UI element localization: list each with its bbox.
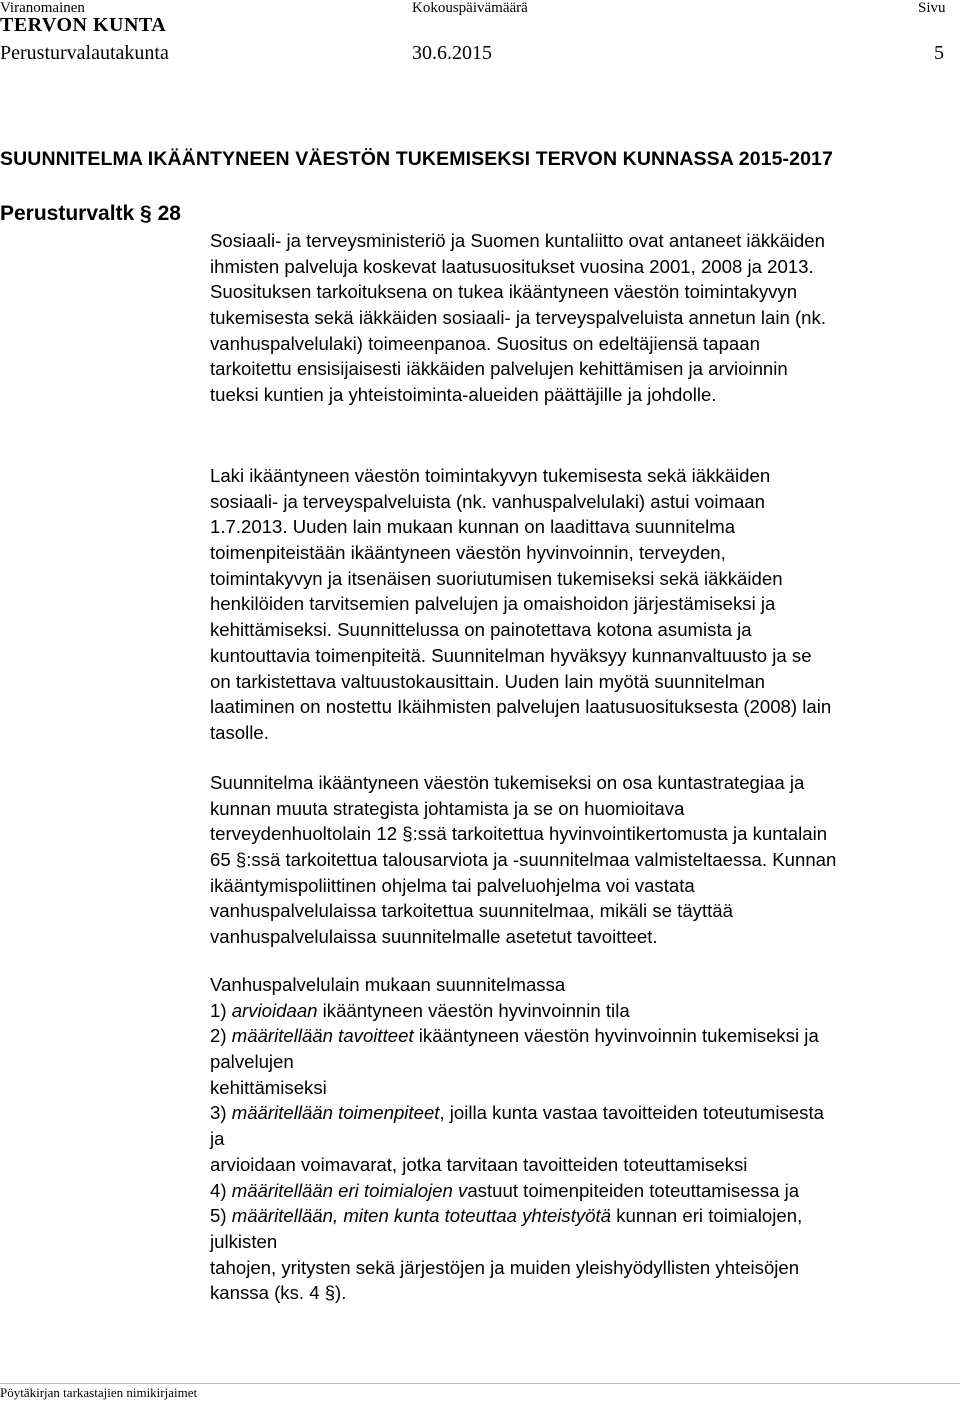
text-line: arvioidaan voimavarat, jotka tarvitaan tavoitteiden toteuttamiseksi	[210, 1153, 748, 1175]
text-line: ihmisten palveluja koskevat laatusuositukset vuosina 2001, 2008 ja 2013.	[210, 255, 814, 277]
text-line: tahojen, yritysten sekä järjestöjen ja muiden yleishyödyllisten yhteisöjen	[210, 1256, 800, 1278]
text-line: Suosituksen tarkoituksena on tukea ikääntyneen väestön toimintakyvyn	[210, 281, 798, 303]
text-line: 1.7.2013. Uuden lain mukaan kunnan on laadittava suunnitelma	[210, 516, 736, 538]
section-reference: Perusturvaltk § 28	[0, 202, 181, 225]
text-line: kehittämiseksi	[210, 1076, 327, 1098]
text-line: tarkoitettu ensisijaisesti iäkkäiden palvelujen kehittämisen ja arvioinnin	[210, 358, 788, 380]
list-intro: Vanhuspalvelulain mukaan suunnitelmassa	[210, 974, 566, 995]
list-item: 5) määritellään, miten kunta toteuttaa yhteistyötä kunnan eri toimialojen,	[210, 1205, 803, 1227]
text-line: julkisten	[210, 1230, 278, 1252]
text-line: sosiaali- ja terveyspalveluista (nk. vanhuspalvelulaki) astui voimaan	[210, 490, 765, 512]
text-line: ja	[210, 1128, 225, 1150]
text-line: vanhuspalvelulaissa suunnitelmalle asetetut tavoitteet.	[210, 926, 658, 948]
footer-initials-label: Pöytäkirjan tarkastajien nimikirjaimet	[0, 1385, 198, 1400]
text-line: vanhuspalvelulaissa tarkoitettua suunnitelmaa, mikäli se täyttää	[210, 900, 733, 922]
list-item: 2) määritellään tavoitteet ikääntyneen väestön hyvinvoinnin tukemiseksi ja	[210, 1025, 819, 1047]
text-line: ikääntymispoliittinen ohjelma tai palveluohjelma voi vastata	[210, 874, 695, 896]
text-line: palvelujen	[210, 1051, 294, 1073]
paragraph-recommendations	[210, 228, 960, 408]
page-number: 5	[934, 42, 944, 64]
list-item: 3) määritellään toimenpiteet, joilla kunta vastaa tavoitteiden toteutumisesta	[210, 1102, 824, 1124]
text-line: tueksi kuntien ja yhteistoiminta-alueiden päättäjille ja johdolle.	[210, 384, 717, 406]
list-item: 4) määritellään eri toimialojen vastuut toimenpiteiden toteuttamisessa ja	[210, 1179, 800, 1201]
text-line: Sosiaali- ja terveysministeriö ja Suomen kuntaliitto ovat antaneet iäkkäiden	[210, 230, 825, 251]
meeting-date: 30.6.2015	[412, 42, 492, 64]
paragraph-municipal-strategy	[210, 770, 960, 950]
footer-divider	[0, 1383, 960, 1384]
text-line: 65 §:ssä tarkoitettua talousarviota ja -suunnitelmaa valmisteltaessa. Kunnan	[210, 849, 837, 871]
text-line: vanhuspalvelulaki) toimeenpanoa. Suositus on edeltäjiensä tapaan	[210, 332, 760, 354]
text-line: kanssa (ks. 4 §).	[210, 1282, 347, 1304]
text-line: tukemisesta sekä iäkkäiden sosiaali- ja terveyspalveluista annetun lain (nk.	[210, 307, 826, 329]
text-line: terveydenhuoltolain 12 §:ssä tarkoitettua hyvinvointikertomusta ja kuntalain	[210, 823, 828, 845]
text-line: Suunnitelma ikääntyneen väestön tukemiseksi on osa kuntastrategiaa ja	[210, 772, 805, 793]
committee-name: Perusturvalautakunta	[0, 42, 169, 64]
paragraph-elderly-services-act	[210, 463, 960, 746]
text-line: on tarkistettava valtuustokausittain. Uuden lain myötä suunnitelman	[210, 670, 766, 692]
document-title: SUUNNITELMA IKÄÄNTYNEEN VÄESTÖN TUKEMISEKSI TERVON KUNNASSA 2015-2017	[0, 148, 833, 170]
header-label-page: Sivu	[918, 0, 946, 16]
text-line: tasolle.	[210, 721, 269, 743]
text-line: toimintakyvyn ja itsenäisen suoriutumisen tukemiseksi sekä iäkkäiden	[210, 567, 783, 589]
text-line: laatiminen on nostettu Ikäihmisten palvelujen laatusuosituksesta (2008) lain	[210, 696, 832, 718]
organization-name: TERVON KUNTA	[0, 14, 167, 36]
header-label-meeting-date: Kokouspäivämäärä	[412, 0, 528, 16]
header-label-authority: Viranomainen	[0, 0, 85, 16]
text-line: kunnan muuta strategista johtamista ja se on huomioitava	[210, 797, 685, 819]
list-item: 1) arvioidaan ikääntyneen väestön hyvinvoinnin tila	[210, 999, 630, 1021]
paragraph-plan-contents	[210, 972, 960, 1306]
text-line: kuntouttavia toimenpiteitä. Suunnitelman hyväksyy kunnanvaltuusto ja se	[210, 644, 812, 666]
text-line: Laki ikääntyneen väestön toimintakyvyn tukemisesta sekä iäkkäiden	[210, 465, 771, 486]
text-line: toimenpiteistään ikääntyneen väestön hyvinvoinnin, terveyden,	[210, 542, 726, 564]
text-line: henkilöiden tarvitsemien palvelujen ja omaishoidon järjestämiseksi ja	[210, 593, 776, 615]
text-line: kehittämiseksi. Suunnittelussa on painotettava kotona asumista ja	[210, 619, 752, 641]
